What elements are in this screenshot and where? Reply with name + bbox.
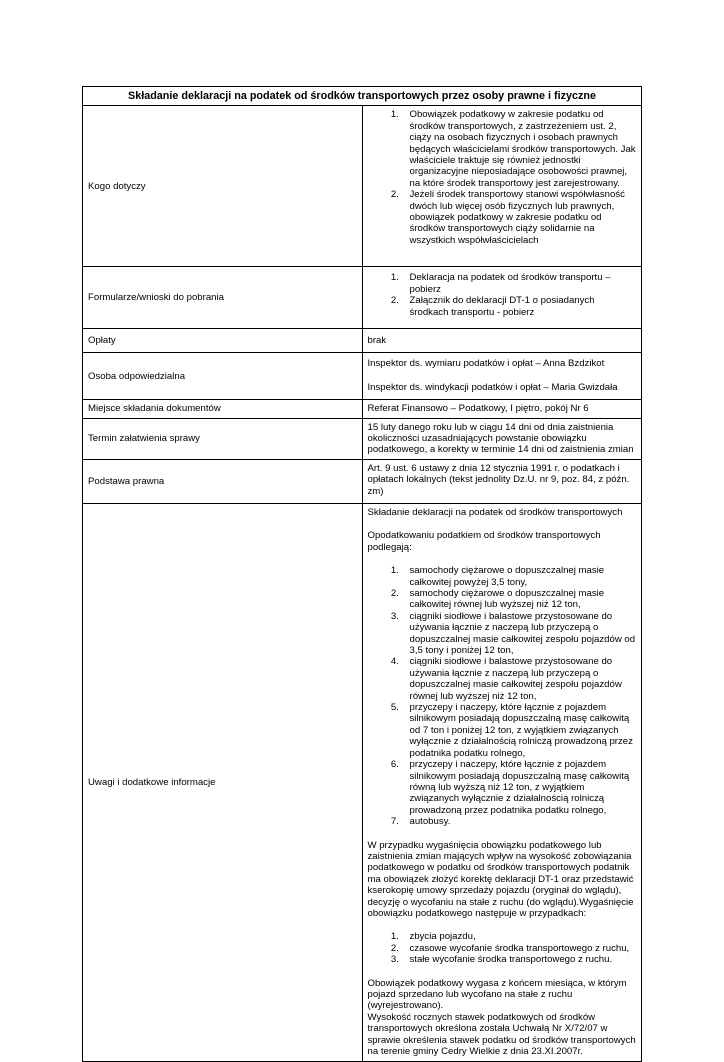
uwagi-paragraph: W przypadku wygaśnięcia obowiązku podatkowego lub zaistnienia zmian mających wpływ na wysokość zobowiązania podatkowego w podatku od środków transportowych podatnik ma obowiązek złożyć korektę deklaracji DT-1 oraz przedstawić kserokopię umowy sprzedaży pojazdu (oryginał do wglądu), decyzję o wycofaniu na stałe z ruchu (do wglądu).Wygaśnięcie obowiązku podatkowego następuje w przypadkach: <box>367 839 634 919</box>
list-item: 7. autobusy. <box>402 816 637 827</box>
row-uwagi <box>83 503 642 1061</box>
row-podstawa <box>83 459 642 503</box>
document <box>82 86 642 1062</box>
uwagi-closing-2: Wysokość rocznych stawek podatkowych od środków transportowych określona została Uchwałą Nr X/72/07 w sprawie określenia stawek podatku od środków transportowych na terenie gminy Cedry Wielkie z dnia 23.XI.2007r. <box>367 1011 636 1058</box>
label-osoba: Osoba odpowiedzialna <box>83 353 363 400</box>
list-item: 3. ciągniki siodłowe i balastowe przystosowane do używania łącznie z naczepą lub przyczepą o dopuszczalnej masie całkowitej zespołu pojazdów od 3,5 tony i poniżej 12 ton, <box>402 611 637 657</box>
list-item: 1. Obowiązek podatkowy w zakresie podatku od środków transportowych, z zastrzeżeniem ust. 2, ciąży na osobach fizycznych i osobach prawnych będących właścicielami środków transportowych. Jak właściciele traktuje się również jednostki organizacyjne nieposiadające osobowości prawnej, na które środek transportowy jest zarejestrowany. <box>402 109 637 189</box>
value-termin: 15 luty danego roku lub w ciągu 14 dni od dnia zaistnienia okoliczności uzasadniających powstanie obowiązku podatkowego, a korekty w terminie 14 dni od zaistnienia zmian <box>362 418 642 459</box>
cases-list <box>368 931 637 965</box>
value-kogo-dotyczy <box>362 106 642 267</box>
uwagi-heading: Składanie deklaracji na podatek od środków transportowych <box>367 506 623 518</box>
label-podstawa: Podstawa prawna <box>83 459 363 503</box>
form-link-zalacznik[interactable]: 2. Załącznik do deklaracji DT-1 o posiadanych środkach transportu - pobierz <box>402 295 637 318</box>
list-item: 6. przyczepy i naczepy, które łącznie z pojazdem silnikowym posiadają dopuszczalną masę całkowitą równą lub wyższą niż 12 ton, z wyjątkiem związanych wyłącznie z działalnością rolniczą prowadzoną przez podatnika podatku rolnego, <box>402 759 637 816</box>
vehicle-list <box>368 565 637 827</box>
osoba-line-1: Inspektor ds. wymiaru podatków i opłat – Anna Bzdzikot <box>367 358 605 370</box>
label-termin: Termin załatwienia sprawy <box>83 418 363 459</box>
list-item: 5. przyczepy i naczepy, które łącznie z pojazdem silnikowym posiadają dopuszczalną masę całkowitą od 7 ton i poniżej 12 ton, z wyjątkiem związanych wyłącznie z działalnością rolniczą prowadzoną przez podatnika podatku rolnego, <box>402 702 637 759</box>
title-row <box>83 87 642 106</box>
label-kogo-dotyczy: Kogo dotyczy <box>83 106 363 267</box>
info-table <box>82 86 642 1062</box>
list-item: 1. zbycia pojazdu, <box>402 931 637 942</box>
label-formularze: Formularze/wnioski do pobrania <box>83 267 363 329</box>
row-osoba <box>83 353 642 400</box>
value-formularze <box>362 267 642 329</box>
label-miejsce: Miejsce składania dokumentów <box>83 400 363 418</box>
row-termin <box>83 418 642 459</box>
value-podstawa: Art. 9 ust. 6 ustawy z dnia 12 stycznia 1991 r. o podatkach i opłatach lokalnych (tekst jednolity Dz.U. nr 9, poz. 84, z późn. zm) <box>362 459 642 503</box>
row-oplaty <box>83 328 642 352</box>
list-item: 1. samochody ciężarowe o dopuszczalnej masie całkowitej powyżej 3,5 tony, <box>402 565 637 588</box>
label-uwagi: Uwagi i dodatkowe informacje <box>83 503 363 1061</box>
row-formularze <box>83 267 642 329</box>
document-title: Składanie deklaracji na podatek od środków transportowych przez osoby prawne i fizyczne <box>83 87 642 106</box>
uwagi-intro: Opodatkowaniu podatkiem od środków transportowych podlegają: <box>367 530 601 553</box>
label-oplaty: Opłaty <box>83 328 363 352</box>
value-uwagi <box>362 503 642 1061</box>
list-item: 2. samochody ciężarowe o dopuszczalnej masie całkowitej równej lub wyższej niż 12 ton, <box>402 588 637 611</box>
uwagi-closing-1: Obowiązek podatkowy wygasa z końcem miesiąca, w którym pojazd sprzedano lub wycofano na stałe z ruchu (wyrejestrowano). <box>367 977 627 1012</box>
value-osoba <box>362 353 642 400</box>
list-item: 4. ciągniki siodłowe i balastowe przystosowane do używania łącznie z naczepą lub przyczepą o dopuszczalnej masie całkowitej zespołu pojazdów równej lub wyższej niż 12 ton, <box>402 656 637 702</box>
form-link-deklaracja[interactable]: 1. Deklaracja na podatek od środków transportu – pobierz <box>402 272 637 295</box>
list-item: 2. Jeżeli środek transportowy stanowi współwłasność dwóch lub więcej osób fizycznych lub prawnych, obowiązek podatkowy w zakresie podatku od środków transportowych ciąży solidarnie na wszystkich współwłaścicielach <box>402 189 637 246</box>
value-miejsce: Referat Finansowo – Podatkowy, I piętro, pokój Nr 6 <box>362 400 642 418</box>
formularze-list <box>368 272 637 318</box>
kogo-list <box>368 109 637 246</box>
row-kogo-dotyczy <box>83 106 642 267</box>
value-oplaty: brak <box>362 328 642 352</box>
list-item: 3. stałe wycofanie środka transportowego z ruchu. <box>402 954 637 965</box>
row-miejsce <box>83 400 642 418</box>
osoba-line-2: Inspektor ds. windykacji podatków i opłat – Maria Gwizdała <box>367 381 618 393</box>
list-item: 2. czasowe wycofanie środka transportowego z ruchu, <box>402 943 637 954</box>
